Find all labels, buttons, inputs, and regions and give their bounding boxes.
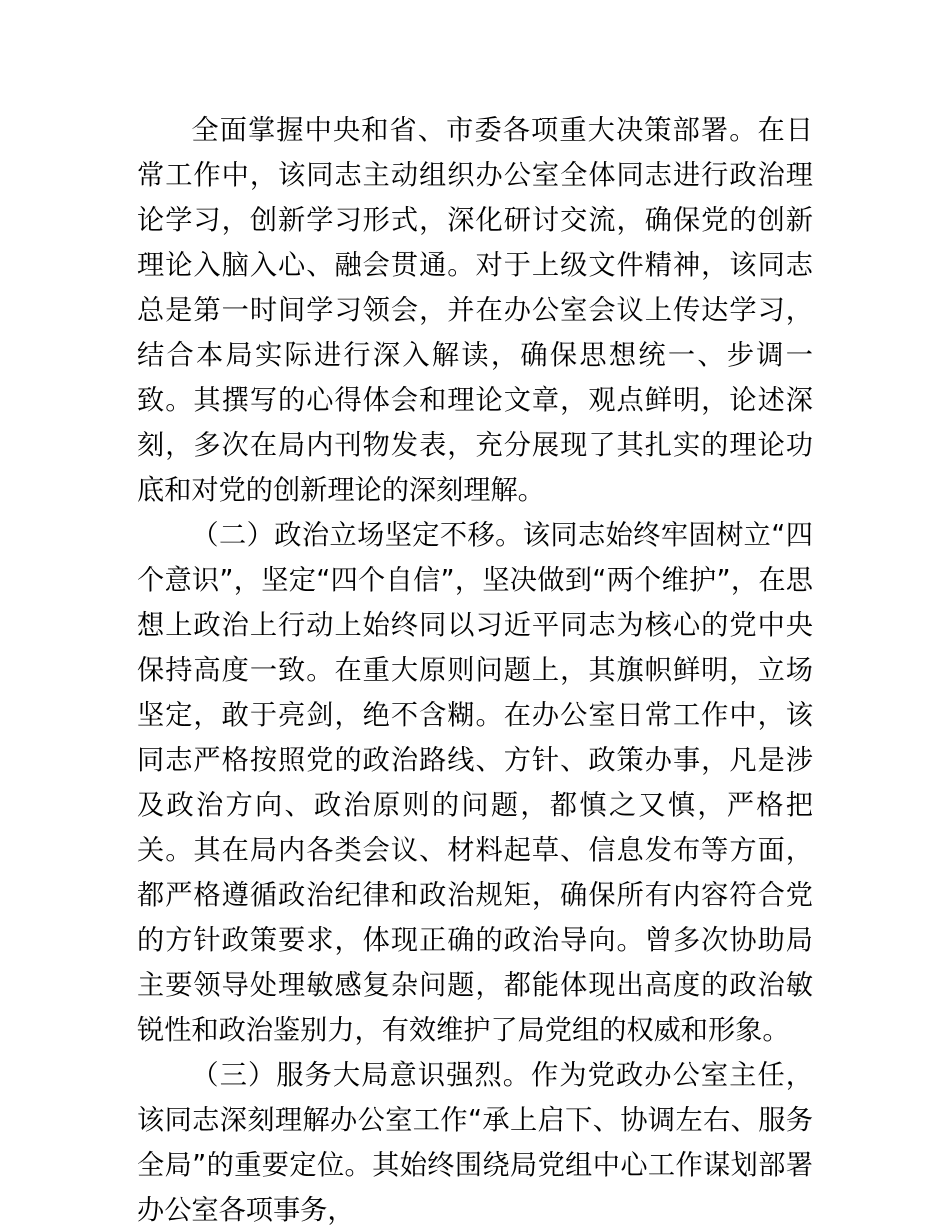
- paragraph-section-three: （三）服务大局意识强烈。作为党政办公室主任，该同志深刻理解办公室工作“承上启下、协调左右、服务全局”的重要定位。其始终围绕局党组中心工作谋划部署办公室各项事务，: [137, 1060, 813, 1226]
- document-text-column: [137, 108, 813, 1230]
- paragraph-continuation: 全面掌握中央和省、市委各项重大决策部署。在日常工作中，该同志主动组织办公室全体同志进行政治理论学习，创新学习形式，深化研讨交流，确保党的创新理论入脑入心、融会贯通。对于上级文件精神，该同志总是第一时间学习领会，并在办公室会议上传达学习，结合本局实际进行深入解读，确保思想统一、步调一致。其撰写的心得体会和理论文章，观点鲜明，论述深刻，多次在局内刊物发表，充分展现了其扎实的理论功底和对党的创新理论的深刻理解。: [137, 115, 813, 506]
- paragraph-section-two: （二）政治立场坚定不移。该同志始终牢固树立“四个意识”，坚定“四个自信”，坚决做到“两个维护”，在思想上政治上行动上始终同以习近平同志为核心的党中央保持高度一致。在重大原则问题上，其旗帜鲜明，立场坚定，敢于亮剑，绝不含糊。在办公室日常工作中，该同志严格按照党的政治路线、方针、政策办事，凡是涉及政治方向、政治原则的问题，都慎之又慎，严格把关。其在局内各类会议、材料起草、信息发布等方面，都严格遵循政治纪律和政治规矩，确保所有内容符合党的方针政策要求，体现正确的政治导向。曾多次协助局主要领导处理敏感复杂问题，都能体现出高度的政治敏锐性和政治鉴别力，有效维护了局党组的权威和形象。: [137, 520, 813, 1046]
